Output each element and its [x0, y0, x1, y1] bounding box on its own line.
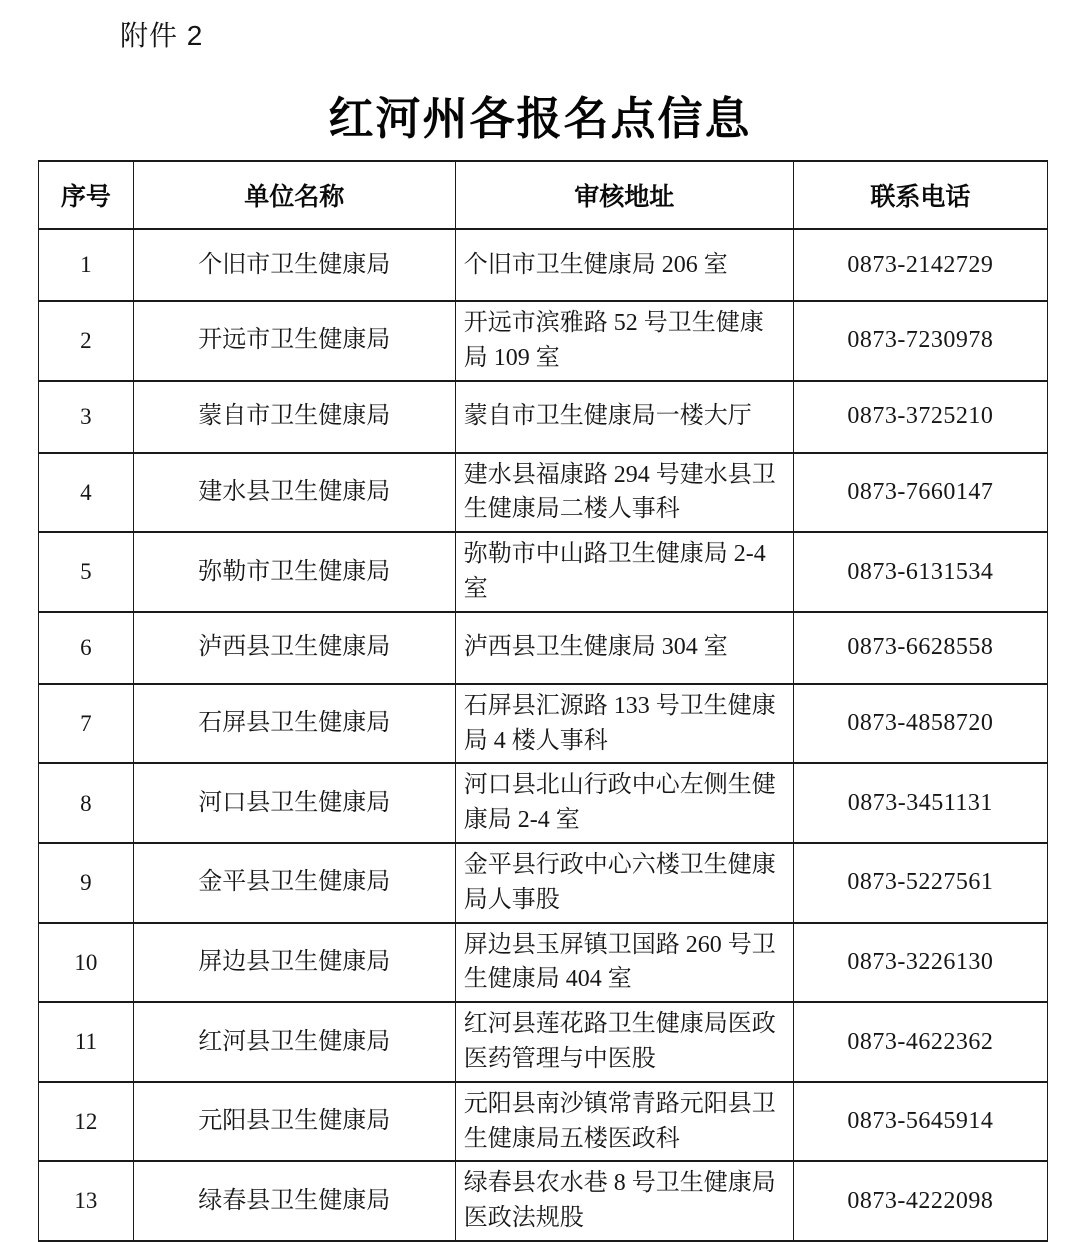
cell-review-address: 红河县莲花路卫生健康局医政医药管理与中医股 [455, 1002, 793, 1082]
table-row [39, 923, 1048, 1003]
cell-review-address: 开远市滨雅路 52 号卫生健康局 109 室 [455, 301, 793, 381]
cell-review-address: 屏边县玉屏镇卫国路 260 号卫生健康局 404 室 [455, 923, 793, 1003]
cell-review-address: 建水县福康路 294 号建水县卫生健康局二楼人事科 [455, 453, 793, 533]
table-row [39, 843, 1048, 923]
cell-serial-number: 9 [39, 843, 134, 923]
table-row [39, 684, 1048, 764]
cell-contact-phone: 0873-7230978 [793, 301, 1047, 381]
cell-contact-phone: 0873-4222098 [793, 1161, 1047, 1241]
cell-unit-name: 石屏县卫生健康局 [133, 684, 455, 764]
cell-unit-name: 个旧市卫生健康局 [133, 229, 455, 301]
table-row [39, 453, 1048, 533]
cell-review-address: 河口县北山行政中心左侧生健康局 2-4 室 [455, 763, 793, 843]
cell-contact-phone: 0873-6131534 [793, 532, 1047, 612]
cell-serial-number: 13 [39, 1161, 134, 1241]
cell-unit-name: 元阳县卫生健康局 [133, 1082, 455, 1162]
cell-contact-phone: 0873-7660147 [793, 453, 1047, 533]
cell-serial-number: 8 [39, 763, 134, 843]
registration-points-table [38, 160, 1048, 1242]
cell-unit-name: 绿春县卫生健康局 [133, 1161, 455, 1241]
page-title: 红河州各报名点信息 [328, 94, 752, 144]
cell-review-address: 泸西县卫生健康局 304 室 [455, 612, 793, 684]
cell-review-address: 石屏县汇源路 133 号卫生健康局 4 楼人事科 [455, 684, 793, 764]
cell-serial-number: 2 [39, 301, 134, 381]
cell-serial-number: 1 [39, 229, 134, 301]
header-serial-number: 序号 [39, 161, 134, 229]
cell-contact-phone: 0873-4622362 [793, 1002, 1047, 1082]
cell-review-address: 绿春县农水巷 8 号卫生健康局医政法规股 [455, 1161, 793, 1241]
cell-review-address: 弥勒市中山路卫生健康局 2-4 室 [455, 532, 793, 612]
cell-serial-number: 6 [39, 612, 134, 684]
table-row [39, 301, 1048, 381]
cell-contact-phone: 0873-4858720 [793, 684, 1047, 764]
cell-unit-name: 红河县卫生健康局 [133, 1002, 455, 1082]
header-review-address: 审核地址 [455, 161, 793, 229]
cell-unit-name: 蒙自市卫生健康局 [133, 381, 455, 453]
cell-serial-number: 12 [39, 1082, 134, 1162]
cell-unit-name: 河口县卫生健康局 [133, 763, 455, 843]
header-unit-name: 单位名称 [133, 161, 455, 229]
cell-contact-phone: 0873-6628558 [793, 612, 1047, 684]
cell-contact-phone: 0873-5227561 [793, 843, 1047, 923]
table-row [39, 1002, 1048, 1082]
table-row [39, 229, 1048, 301]
cell-review-address: 元阳县南沙镇常青路元阳县卫生健康局五楼医政科 [455, 1082, 793, 1162]
cell-serial-number: 7 [39, 684, 134, 764]
cell-contact-phone: 0873-3451131 [793, 763, 1047, 843]
cell-unit-name: 屏边县卫生健康局 [133, 923, 455, 1003]
cell-review-address: 个旧市卫生健康局 206 室 [455, 229, 793, 301]
cell-serial-number: 10 [39, 923, 134, 1003]
table-header-row [39, 161, 1048, 229]
cell-unit-name: 金平县卫生健康局 [133, 843, 455, 923]
cell-serial-number: 5 [39, 532, 134, 612]
cell-serial-number: 3 [39, 381, 134, 453]
attachment-label: 附件 2 [120, 20, 204, 51]
cell-review-address: 蒙自市卫生健康局一楼大厅 [455, 381, 793, 453]
cell-contact-phone: 0873-3725210 [793, 381, 1047, 453]
cell-unit-name: 泸西县卫生健康局 [133, 612, 455, 684]
cell-serial-number: 11 [39, 1002, 134, 1082]
cell-review-address: 金平县行政中心六楼卫生健康局人事股 [455, 843, 793, 923]
table-row [39, 532, 1048, 612]
table-body [39, 229, 1048, 1241]
cell-contact-phone: 0873-2142729 [793, 229, 1047, 301]
cell-unit-name: 开远市卫生健康局 [133, 301, 455, 381]
table-row [39, 763, 1048, 843]
cell-unit-name: 弥勒市卫生健康局 [133, 532, 455, 612]
header-contact-phone: 联系电话 [793, 161, 1047, 229]
table-row [39, 1082, 1048, 1162]
table-row [39, 381, 1048, 453]
cell-contact-phone: 0873-3226130 [793, 923, 1047, 1003]
cell-contact-phone: 0873-5645914 [793, 1082, 1047, 1162]
table-row [39, 612, 1048, 684]
cell-serial-number: 4 [39, 453, 134, 533]
cell-unit-name: 建水县卫生健康局 [133, 453, 455, 533]
table-row [39, 1161, 1048, 1241]
